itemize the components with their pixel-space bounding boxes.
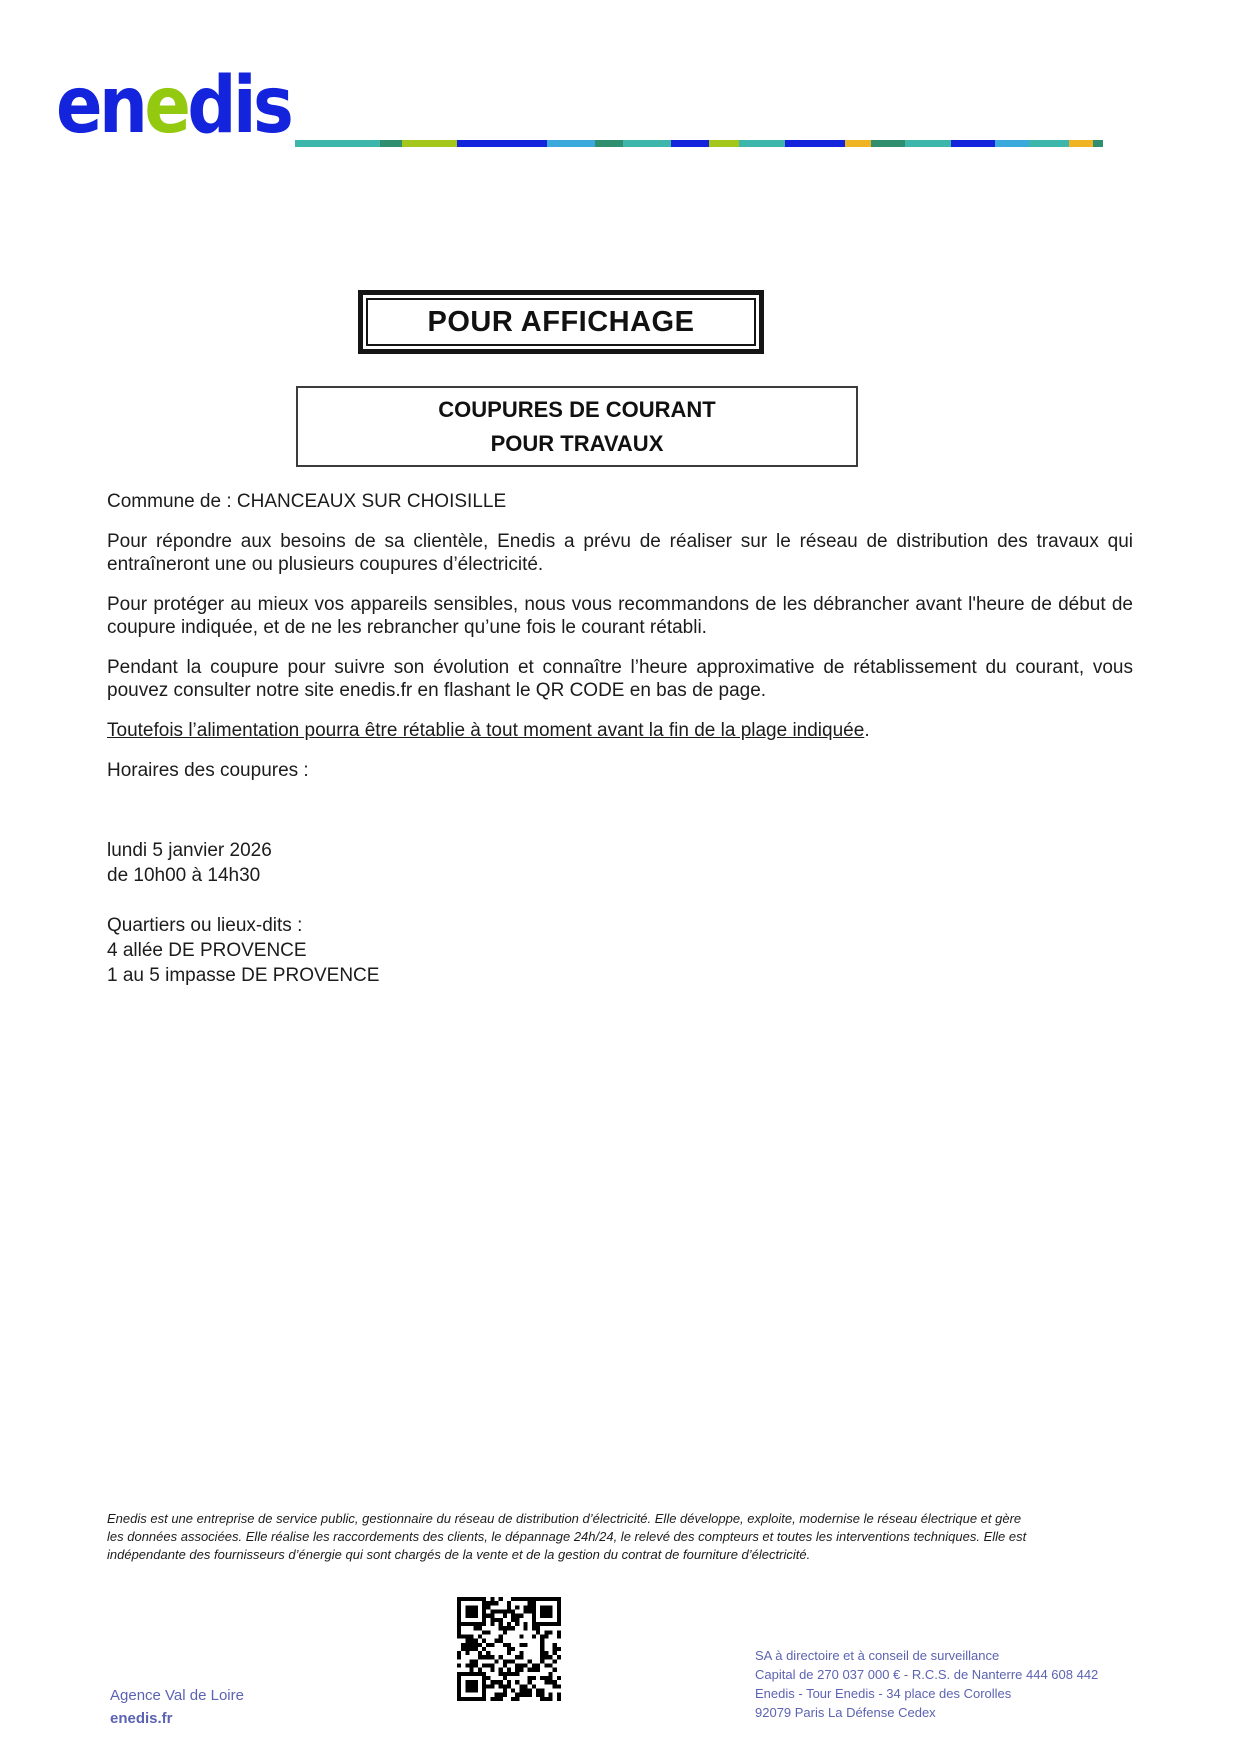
separator-segment bbox=[595, 140, 623, 147]
company-legal-block bbox=[755, 1646, 1098, 1722]
separator-segment bbox=[623, 140, 671, 147]
separator-segment bbox=[905, 140, 951, 147]
separator-segment bbox=[739, 140, 785, 147]
separator-segment bbox=[671, 140, 709, 147]
location-item: 1 au 5 impasse DE PROVENCE bbox=[107, 965, 380, 986]
company-line: Enedis - Tour Enedis - 34 place des Corolles bbox=[755, 1686, 1012, 1701]
agency-block bbox=[110, 1684, 244, 1730]
separator-segment bbox=[1093, 140, 1103, 147]
separator-segment bbox=[547, 140, 595, 147]
separator-segment bbox=[995, 140, 1029, 147]
quartiers-block bbox=[107, 913, 1133, 988]
website-text: enedis.fr bbox=[110, 1710, 173, 1727]
agency-name: Agence Val de Loire bbox=[110, 1687, 244, 1704]
company-line: Capital de 270 037 000 € - R.C.S. de Nanterre 444 608 442 bbox=[755, 1667, 1099, 1682]
separator-segment bbox=[380, 140, 402, 147]
company-line: 92079 Paris La Défense Cedex bbox=[755, 1705, 936, 1720]
separator-segment bbox=[295, 140, 380, 147]
separator-segment bbox=[457, 140, 547, 147]
logo-text-green-e: e bbox=[144, 61, 188, 151]
document-body bbox=[107, 490, 1133, 988]
body-paragraph: Pour protéger au mieux vos appareils sensibles, nous vous recommandons de les débrancher avant l'heure de début de coupure indiquée, et de ne les rebrancher qu’une fois le courant rétabli. bbox=[107, 594, 1133, 638]
toutefois-underlined-text: Toutefois l’alimentation pourra être rétablie à tout moment avant la fin de la plage indiquée bbox=[107, 720, 865, 741]
coupure-time: de 10h00 à 14h30 bbox=[107, 865, 261, 886]
qr-code bbox=[457, 1597, 561, 1701]
separator-segment bbox=[1069, 140, 1093, 147]
toutefois-notice bbox=[107, 719, 1133, 742]
pour-affichage-title: POUR AFFICHAGE bbox=[366, 298, 756, 346]
legal-paragraph: Enedis est une entreprise de service public, gestionnaire du réseau de distribution d’électricité. Elle développe, exploite, modernise le réseau électrique et gère les données associées. Elle réalise les raccordements des clients, le dépannage 24h/24, le relevé des compteurs et toutes les interventions techniques. Elle est indépendante des fournisseurs d’énergie qui sont chargés de la vente et de la gestion du contrat de fourniture d’électricité. bbox=[107, 1511, 1027, 1562]
separator-segment bbox=[709, 140, 739, 147]
logo-text-part: en bbox=[56, 61, 145, 151]
separator-segment bbox=[1029, 140, 1069, 147]
coupure-date: lundi 5 janvier 2026 bbox=[107, 840, 272, 861]
separator-segment bbox=[402, 140, 457, 147]
company-line: SA à directoire et à conseil de surveillance bbox=[755, 1648, 1000, 1663]
enedis-logo bbox=[56, 58, 290, 154]
commune-line: Commune de : CHANCEAUX SUR CHOISILLE bbox=[107, 491, 507, 512]
logo-text-part: dis bbox=[187, 61, 291, 151]
separator-segment bbox=[845, 140, 871, 147]
location-item: 4 allée DE PROVENCE bbox=[107, 940, 307, 961]
separator-segment bbox=[785, 140, 845, 147]
body-paragraph: Pendant la coupure pour suivre son évolution et connaître l’heure approximative de rétablissement du courant, vous pouvez consulter notre site enedis.fr en flashant le QR CODE en bas de page. bbox=[107, 657, 1133, 701]
coupures-title-line1: COUPURES DE COURANT bbox=[438, 396, 716, 422]
toutefois-period: . bbox=[864, 720, 870, 741]
body-paragraph: Pour répondre aux besoins de sa clientèle, Enedis a prévu de réaliser sur le réseau de distribution des travaux qui entraîneront une ou plusieurs coupures d’électricité. bbox=[107, 531, 1133, 575]
brand-separator-line bbox=[295, 140, 1103, 147]
coupures-title-line2: POUR TRAVAUX bbox=[490, 430, 664, 456]
horaires-label: Horaires des coupures : bbox=[107, 760, 309, 781]
separator-segment bbox=[871, 140, 905, 147]
coupures-box bbox=[296, 386, 858, 467]
separator-segment bbox=[951, 140, 995, 147]
quartiers-label: Quartiers ou lieux-dits : bbox=[107, 915, 303, 936]
pour-affichage-box bbox=[358, 290, 764, 354]
